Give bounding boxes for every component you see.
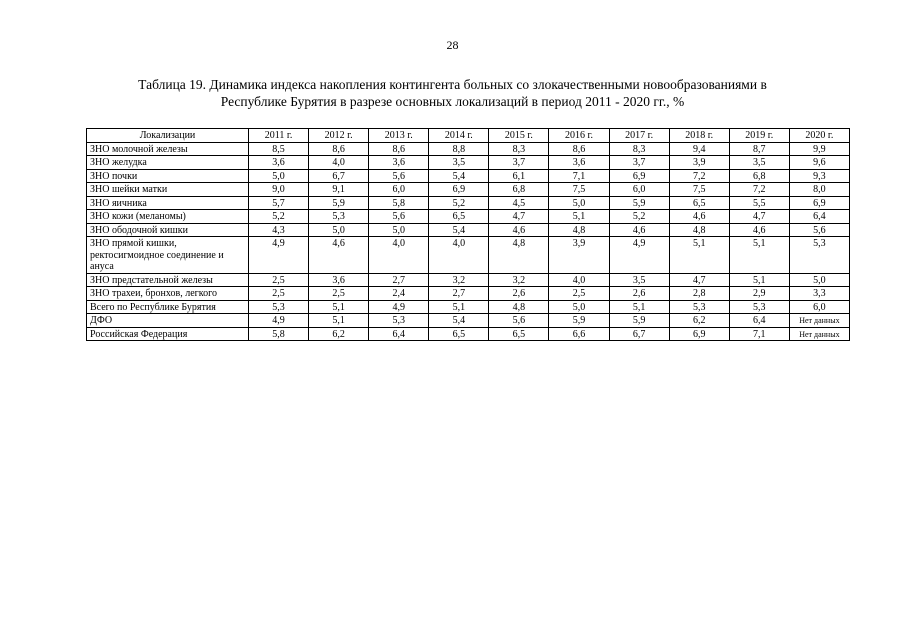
value-cell: 5,9 bbox=[549, 314, 609, 328]
value-cell: 5,5 bbox=[729, 196, 789, 210]
value-cell: 5,8 bbox=[369, 196, 429, 210]
value-cell: 4,7 bbox=[729, 210, 789, 224]
value-cell: 5,0 bbox=[369, 223, 429, 237]
value-cell: 9,4 bbox=[669, 142, 729, 156]
value-cell: Нет данных bbox=[789, 327, 849, 341]
table-row bbox=[87, 142, 850, 156]
table-title-line-1: Таблица 19. Динамика индекса накопления контингента больных со злокачественными новообразованиями в bbox=[138, 77, 767, 92]
value-cell: Нет данных bbox=[789, 314, 849, 328]
column-header-year: 2018 г. bbox=[669, 129, 729, 143]
value-cell: 6,5 bbox=[429, 210, 489, 224]
value-cell: 5,4 bbox=[429, 314, 489, 328]
value-cell: 6,5 bbox=[489, 327, 549, 341]
value-cell: 4,0 bbox=[549, 273, 609, 287]
value-cell: 3,2 bbox=[429, 273, 489, 287]
value-cell: 2,5 bbox=[249, 273, 309, 287]
table-row bbox=[87, 156, 850, 170]
value-cell: 5,4 bbox=[429, 169, 489, 183]
value-cell: 3,9 bbox=[669, 156, 729, 170]
column-header-year: 2012 г. bbox=[309, 129, 369, 143]
value-cell: 5,1 bbox=[429, 300, 489, 314]
value-cell: 5,2 bbox=[429, 196, 489, 210]
value-cell: 6,9 bbox=[429, 183, 489, 197]
value-cell: 6,6 bbox=[549, 327, 609, 341]
row-localization-name: ЗНО ободочной кишки bbox=[87, 223, 249, 237]
value-cell: 9,9 bbox=[789, 142, 849, 156]
value-cell: 4,8 bbox=[549, 223, 609, 237]
value-cell: 4,9 bbox=[369, 300, 429, 314]
value-cell: 5,0 bbox=[549, 300, 609, 314]
row-localization-name: ЗНО прямой кишки, ректосигмоидное соединение и ануса bbox=[87, 237, 249, 274]
value-cell: 6,2 bbox=[309, 327, 369, 341]
value-cell: 4,7 bbox=[489, 210, 549, 224]
value-cell: 3,6 bbox=[249, 156, 309, 170]
value-cell: 3,9 bbox=[549, 237, 609, 274]
value-cell: 6,4 bbox=[789, 210, 849, 224]
table-row bbox=[87, 287, 850, 301]
value-cell: 5,1 bbox=[549, 210, 609, 224]
value-cell: 5,8 bbox=[249, 327, 309, 341]
value-cell: 6,2 bbox=[669, 314, 729, 328]
value-cell: 5,0 bbox=[789, 273, 849, 287]
value-cell: 4,0 bbox=[309, 156, 369, 170]
value-cell: 3,5 bbox=[429, 156, 489, 170]
value-cell: 5,6 bbox=[789, 223, 849, 237]
value-cell: 5,3 bbox=[789, 237, 849, 274]
value-cell: 4,7 bbox=[669, 273, 729, 287]
value-cell: 3,3 bbox=[789, 287, 849, 301]
row-localization-name: ЗНО желудка bbox=[87, 156, 249, 170]
value-cell: 5,2 bbox=[249, 210, 309, 224]
value-cell: 9,3 bbox=[789, 169, 849, 183]
value-cell: 6,7 bbox=[609, 327, 669, 341]
value-cell: 4,9 bbox=[249, 314, 309, 328]
value-cell: 9,6 bbox=[789, 156, 849, 170]
value-cell: 6,8 bbox=[729, 169, 789, 183]
row-localization-name: ЗНО кожи (меланомы) bbox=[87, 210, 249, 224]
value-cell: 4,6 bbox=[309, 237, 369, 274]
value-cell: 4,8 bbox=[489, 237, 549, 274]
value-cell: 5,0 bbox=[249, 169, 309, 183]
value-cell: 7,1 bbox=[729, 327, 789, 341]
value-cell: 5,1 bbox=[309, 314, 369, 328]
value-cell: 7,5 bbox=[669, 183, 729, 197]
table-row bbox=[87, 210, 850, 224]
value-cell: 4,8 bbox=[669, 223, 729, 237]
value-cell: 6,9 bbox=[609, 169, 669, 183]
value-cell: 4,6 bbox=[489, 223, 549, 237]
column-header-year: 2020 г. bbox=[789, 129, 849, 143]
value-cell: 5,3 bbox=[249, 300, 309, 314]
value-cell: 2,6 bbox=[609, 287, 669, 301]
column-header-localization: Локализации bbox=[87, 129, 249, 143]
value-cell: 3,7 bbox=[489, 156, 549, 170]
row-localization-name: ЗНО предстательной железы bbox=[87, 273, 249, 287]
value-cell: 7,2 bbox=[729, 183, 789, 197]
table-row bbox=[87, 169, 850, 183]
table-body bbox=[87, 142, 850, 341]
value-cell: 3,6 bbox=[309, 273, 369, 287]
row-localization-name: ДФО bbox=[87, 314, 249, 328]
value-cell: 5,6 bbox=[489, 314, 549, 328]
value-cell: 7,1 bbox=[549, 169, 609, 183]
value-cell: 8,6 bbox=[369, 142, 429, 156]
value-cell: 8,3 bbox=[489, 142, 549, 156]
value-cell: 6,0 bbox=[609, 183, 669, 197]
value-cell: 6,8 bbox=[489, 183, 549, 197]
value-cell: 9,0 bbox=[249, 183, 309, 197]
row-localization-name: ЗНО яичника bbox=[87, 196, 249, 210]
value-cell: 2,5 bbox=[249, 287, 309, 301]
value-cell: 5,9 bbox=[609, 196, 669, 210]
table-row bbox=[87, 327, 850, 341]
value-cell: 2,9 bbox=[729, 287, 789, 301]
table-row bbox=[87, 273, 850, 287]
row-localization-name: ЗНО шейки матки bbox=[87, 183, 249, 197]
value-cell: 3,6 bbox=[549, 156, 609, 170]
value-cell: 6,4 bbox=[729, 314, 789, 328]
value-cell: 6,4 bbox=[369, 327, 429, 341]
value-cell: 3,2 bbox=[489, 273, 549, 287]
value-cell: 4,5 bbox=[489, 196, 549, 210]
value-cell: 4,6 bbox=[729, 223, 789, 237]
value-cell: 6,9 bbox=[669, 327, 729, 341]
value-cell: 5,9 bbox=[309, 196, 369, 210]
table-row bbox=[87, 196, 850, 210]
table-row bbox=[87, 237, 850, 274]
table-title bbox=[100, 76, 805, 110]
value-cell: 4,0 bbox=[369, 237, 429, 274]
row-localization-name: ЗНО трахеи, бронхов, легкого bbox=[87, 287, 249, 301]
value-cell: 2,5 bbox=[309, 287, 369, 301]
value-cell: 5,3 bbox=[729, 300, 789, 314]
value-cell: 6,5 bbox=[669, 196, 729, 210]
column-header-year: 2013 г. bbox=[369, 129, 429, 143]
value-cell: 3,6 bbox=[369, 156, 429, 170]
value-cell: 5,0 bbox=[549, 196, 609, 210]
value-cell: 5,4 bbox=[429, 223, 489, 237]
value-cell: 7,5 bbox=[549, 183, 609, 197]
value-cell: 5,9 bbox=[609, 314, 669, 328]
value-cell: 2,6 bbox=[489, 287, 549, 301]
column-header-year: 2019 г. bbox=[729, 129, 789, 143]
value-cell: 2,4 bbox=[369, 287, 429, 301]
value-cell: 6,5 bbox=[429, 327, 489, 341]
column-header-year: 2014 г. bbox=[429, 129, 489, 143]
value-cell: 4,3 bbox=[249, 223, 309, 237]
value-cell: 8,8 bbox=[429, 142, 489, 156]
value-cell: 3,5 bbox=[609, 273, 669, 287]
table-row bbox=[87, 300, 850, 314]
value-cell: 2,8 bbox=[669, 287, 729, 301]
table-row bbox=[87, 223, 850, 237]
value-cell: 8,6 bbox=[549, 142, 609, 156]
value-cell: 4,9 bbox=[249, 237, 309, 274]
page-number: 28 bbox=[446, 38, 459, 52]
value-cell: 4,0 bbox=[429, 237, 489, 274]
value-cell: 4,6 bbox=[669, 210, 729, 224]
value-cell: 4,9 bbox=[609, 237, 669, 274]
data-table bbox=[86, 128, 850, 341]
value-cell: 6,7 bbox=[309, 169, 369, 183]
value-cell: 5,1 bbox=[729, 273, 789, 287]
value-cell: 4,8 bbox=[489, 300, 549, 314]
value-cell: 3,7 bbox=[609, 156, 669, 170]
value-cell: 5,1 bbox=[609, 300, 669, 314]
row-localization-name: Российская Федерация bbox=[87, 327, 249, 341]
table-header-row bbox=[87, 129, 850, 143]
value-cell: 5,1 bbox=[669, 237, 729, 274]
value-cell: 8,5 bbox=[249, 142, 309, 156]
value-cell: 8,3 bbox=[609, 142, 669, 156]
column-header-year: 2011 г. bbox=[249, 129, 309, 143]
value-cell: 5,1 bbox=[729, 237, 789, 274]
row-localization-name: ЗНО молочной железы bbox=[87, 142, 249, 156]
value-cell: 5,6 bbox=[369, 169, 429, 183]
value-cell: 3,5 bbox=[729, 156, 789, 170]
row-localization-name: ЗНО почки bbox=[87, 169, 249, 183]
value-cell: 5,3 bbox=[369, 314, 429, 328]
value-cell: 8,7 bbox=[729, 142, 789, 156]
value-cell: 4,6 bbox=[609, 223, 669, 237]
value-cell: 5,1 bbox=[309, 300, 369, 314]
column-header-year: 2015 г. bbox=[489, 129, 549, 143]
value-cell: 6,9 bbox=[789, 196, 849, 210]
value-cell: 5,2 bbox=[609, 210, 669, 224]
value-cell: 7,2 bbox=[669, 169, 729, 183]
table-row bbox=[87, 314, 850, 328]
value-cell: 2,5 bbox=[549, 287, 609, 301]
value-cell: 2,7 bbox=[369, 273, 429, 287]
table-title-line-2: Республике Бурятия в разрезе основных локализаций в период 2011 - 2020 гг., % bbox=[220, 94, 685, 109]
value-cell: 9,1 bbox=[309, 183, 369, 197]
value-cell: 8,6 bbox=[309, 142, 369, 156]
value-cell: 6,0 bbox=[369, 183, 429, 197]
value-cell: 8,0 bbox=[789, 183, 849, 197]
value-cell: 5,3 bbox=[669, 300, 729, 314]
value-cell: 6,0 bbox=[789, 300, 849, 314]
column-header-year: 2016 г. bbox=[549, 129, 609, 143]
row-localization-name: Всего по Республике Бурятия bbox=[87, 300, 249, 314]
value-cell: 5,7 bbox=[249, 196, 309, 210]
value-cell: 5,6 bbox=[369, 210, 429, 224]
value-cell: 5,3 bbox=[309, 210, 369, 224]
column-header-year: 2017 г. bbox=[609, 129, 669, 143]
value-cell: 5,0 bbox=[309, 223, 369, 237]
table-row bbox=[87, 183, 850, 197]
value-cell: 2,7 bbox=[429, 287, 489, 301]
value-cell: 6,1 bbox=[489, 169, 549, 183]
